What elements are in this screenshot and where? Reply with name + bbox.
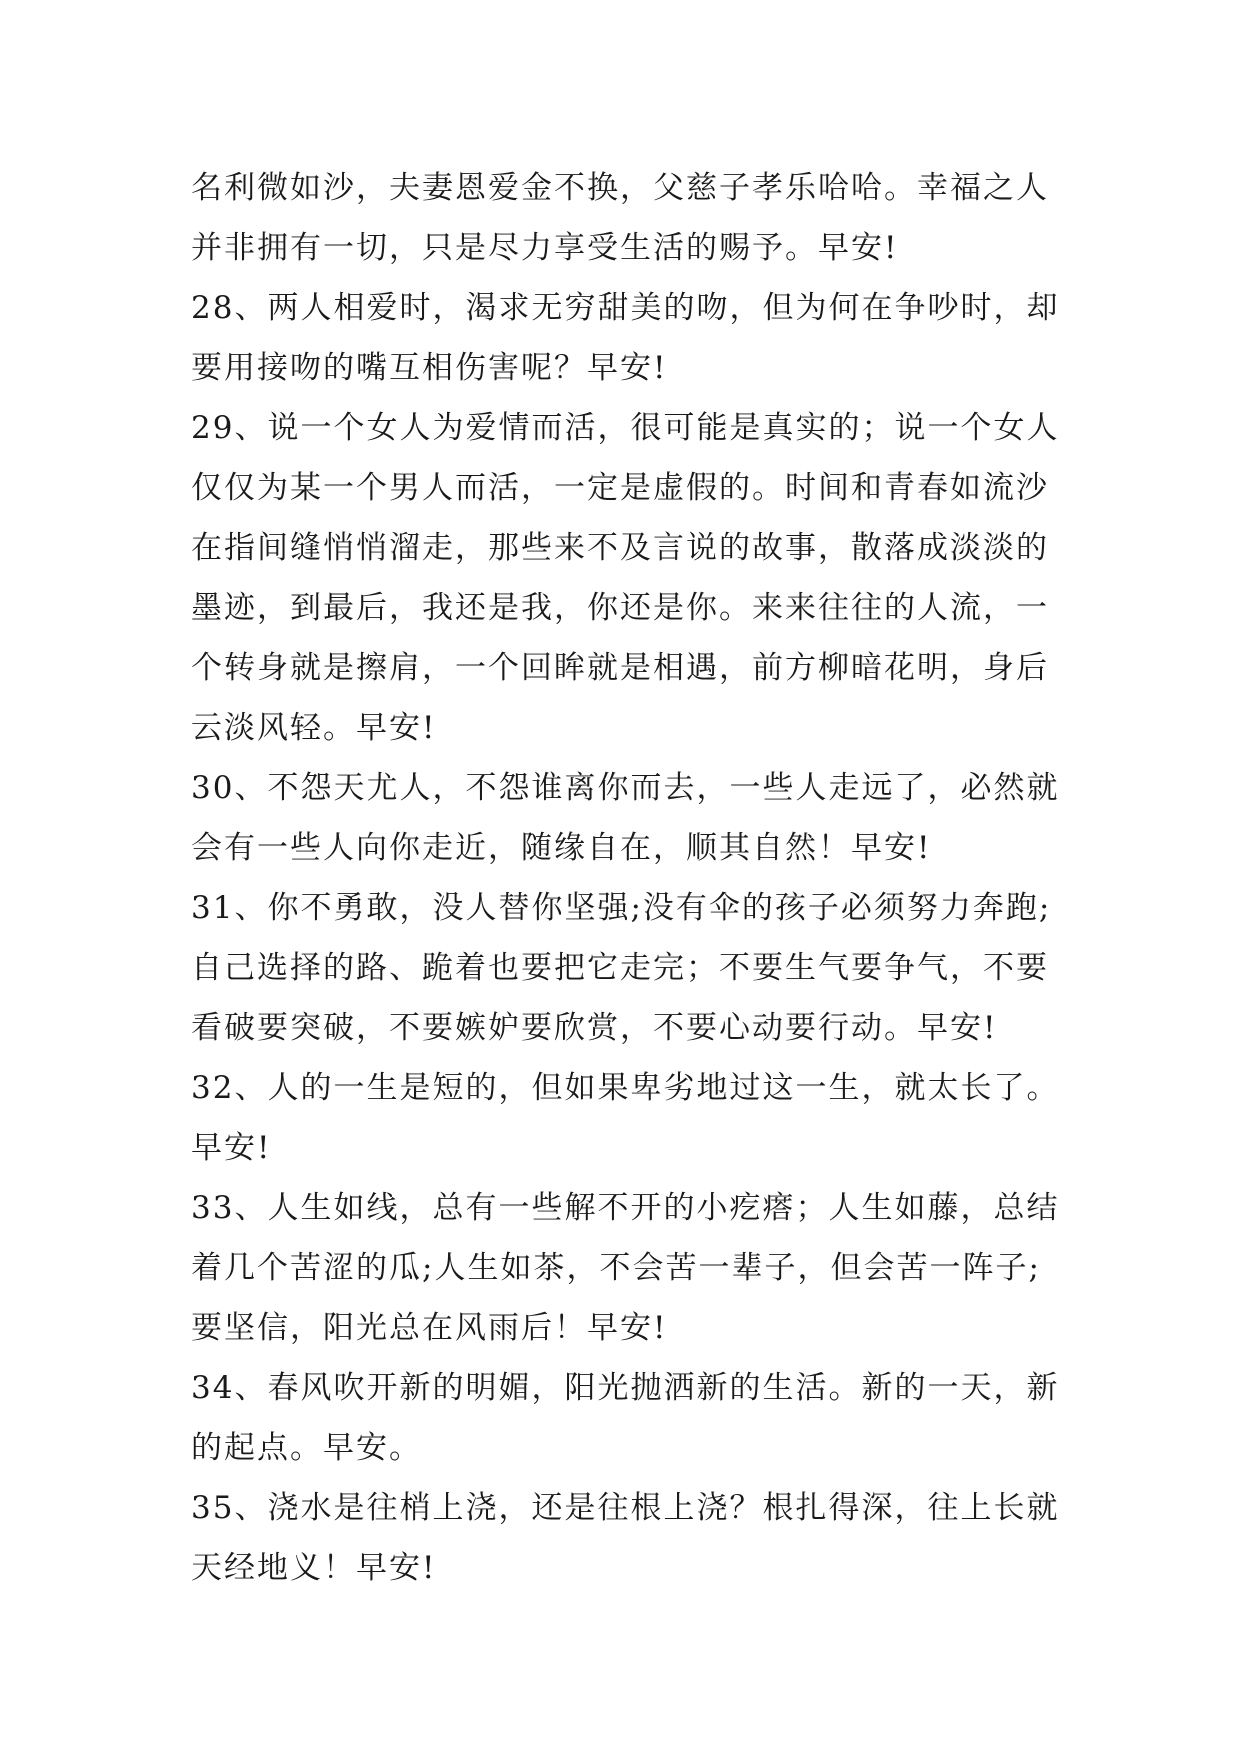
text-line: 在指间缝悄悄溜走，那些来不及言说的故事，散落成淡淡的 [191,530,1049,566]
text-line: 31、你不勇敢，没人替你坚强;没有伞的孩子必须努力奔跑; [191,890,1052,926]
text-line: 着几个苦涩的瓜;人生如茶，不会苦一辈子，但会苦一阵子; [191,1250,1041,1286]
text-line: 34、春风吹开新的明媚，阳光抛洒新的生活。新的一天，新 [191,1370,1060,1406]
text-line: 名利微如沙，夫妻恩爱金不换，父慈子孝乐哈哈。幸福之人 [191,170,1049,206]
text-line: 32、人的一生是短的，但如果卑劣地过这一生，就太长了。 [191,1070,1060,1106]
text-line: 并非拥有一切，只是尽力享受生活的赐予。早安! [191,230,899,266]
text-line: 看破要突破，不要嫉妒要欣赏，不要心动要行动。早安! [191,1010,998,1046]
text-line: 29、说一个女人为爱情而活，很可能是真实的；说一个女人 [191,410,1060,446]
text-line: 30、不怨天尤人，不怨谁离你而去，一些人走远了，必然就 [191,770,1060,806]
text-line: 要坚信，阳光总在风雨后！早安! [191,1310,668,1346]
text-line: 会有一些人向你走近，随缘自在，顺其自然！早安! [191,830,932,866]
text-line: 墨迹，到最后，我还是我，你还是你。来来往往的人流，一 [191,590,1049,626]
text-line: 35、浇水是往梢上浇，还是往根上浇？根扎得深，往上长就 [191,1490,1060,1526]
text-line: 28、两人相爱时，渴求无穷甜美的吻，但为何在争吵时，却 [191,290,1060,326]
document-body [191,158,1071,1598]
text-line: 自己选择的路、跪着也要把它走完；不要生气要争气，不要 [191,950,1049,986]
text-line: 云淡风轻。早安! [191,710,437,746]
text-line: 要用接吻的嘴互相伤害呢？早安! [191,350,668,386]
text-line: 早安! [191,1130,272,1166]
text-line: 个转身就是擦肩，一个回眸就是相遇，前方柳暗花明，身后 [191,650,1049,686]
text-line: 仅仅为某一个男人而活，一定是虚假的。时间和青春如流沙 [191,470,1049,506]
text-line: 33、人生如线，总有一些解不开的小疙瘩；人生如藤，总结 [191,1190,1060,1226]
text-line: 的起点。早安。 [191,1430,422,1466]
text-line: 天经地义！早安! [191,1550,437,1586]
